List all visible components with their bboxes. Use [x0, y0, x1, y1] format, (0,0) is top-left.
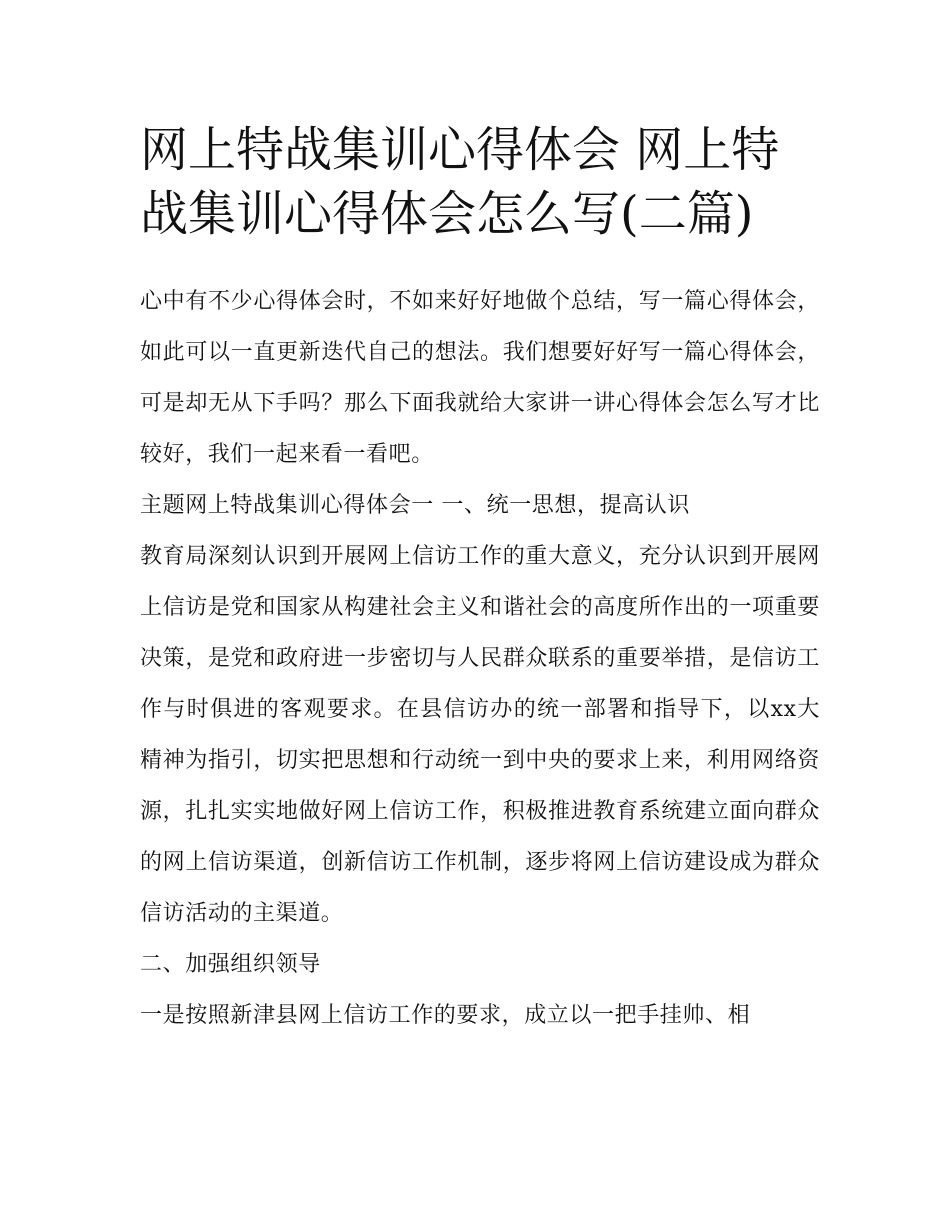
body-paragraph-continued: 一是按照新津县网上信访工作的要求，成立以一把手挂帅、相 [140, 1003, 751, 1028]
body-paragraph: 教育局深刻认识到开展网上信访工作的重大意义，充分认识到开展网上信访是党和国家从构建社会主义和谐社会的高度所作出的一项重要决策，是党和政府进一步密切与人民群众联系的重要举措，是信访工作与时俱进的客观要求。在县信访办的统一部署和指导下，以xx大精神为指引，切实把思想和行动统一到中央的要求上来，利用网络资源，扎扎实实地做好网上信访工作，积极推进教育系统建立面向群众的网上信访渠道，创新信访工作机制，逐步将网上信访建设成为群众信访活动的主渠道。 [140, 544, 820, 926]
document-title: 网上特战集训心得体会 网上特战集训心得体会怎么写(二篇) [140, 122, 780, 242]
document-body [140, 276, 820, 1041]
section-heading-1: 主题网上特战集训心得体会一 一、统一思想，提高认识 [140, 493, 690, 518]
intro-paragraph: 心中有不少心得体会时，不如来好好地做个总结，写一篇心得体会，如此可以一直更新迭代自己的想法。我们想要好好写一篇心得体会，可是却无从下手吗？那么下面我就给大家讲一讲心得体会怎么写才比较好，我们一起来看一看吧。 [140, 289, 820, 467]
section-heading-2: 二、加强组织领导 [140, 952, 321, 977]
